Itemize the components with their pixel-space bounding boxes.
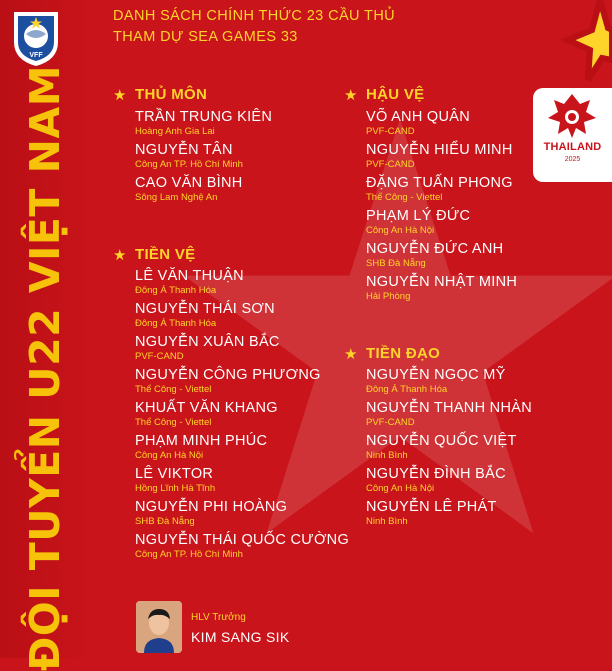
player-entry	[135, 175, 243, 203]
player-name: NGUYỄN LÊ PHÁT	[366, 499, 497, 515]
player-entry	[135, 433, 267, 461]
group-title-midfielders: ★ TIỀN VỆ	[113, 246, 196, 264]
player-name: NGUYỄN THÁI SƠN	[135, 301, 275, 317]
player-entry	[366, 400, 532, 428]
corner-star-decoration	[540, 0, 612, 95]
player-entry	[366, 109, 470, 137]
player-club: Thể Công - Viettel	[135, 384, 212, 395]
player-entry	[366, 367, 506, 395]
player-club: Hải Phòng	[366, 291, 411, 302]
player-name: NGUYỄN NHẬT MINH	[366, 274, 518, 290]
player-club: Hoàng Anh Gia Lai	[135, 126, 215, 137]
star-icon: ★	[344, 346, 358, 363]
player-club: PVF-CAND	[366, 126, 415, 137]
coach-photo	[136, 601, 182, 653]
player-entry	[135, 466, 215, 494]
player-entry	[366, 466, 506, 494]
header-title-line-2: THAM DỰ SEA GAMES 33	[113, 29, 298, 45]
coach-name: KIM SANG SIK	[191, 629, 290, 645]
sea-games-logo	[533, 88, 612, 182]
player-name: TRẦN TRUNG KIÊN	[135, 109, 273, 125]
player-club: Thể Công - Viettel	[366, 192, 443, 203]
player-club: Ninh Bình	[366, 516, 408, 527]
player-club: SHB Đà Nẵng	[366, 258, 426, 269]
sea-games-emblem-icon	[533, 88, 612, 144]
player-name: VÕ ANH QUÂN	[366, 109, 471, 125]
player-club: Đông Á Thanh Hóa	[366, 384, 448, 395]
player-name: ĐẶNG TUẤN PHONG	[366, 175, 513, 191]
player-entry	[135, 499, 287, 527]
player-entry	[366, 499, 497, 527]
sea-games-year: 2025	[564, 156, 581, 163]
player-name: LÊ VIKTOR	[135, 466, 214, 482]
player-entry	[135, 301, 275, 329]
group-title-forwards: ★ TIỀN ĐẠO	[344, 345, 441, 363]
player-club: Công An TP. Hồ Chí Minh	[135, 159, 243, 170]
player-name: PHẠM MINH PHÚC	[135, 433, 268, 449]
player-club: Công An TP. Hồ Chí Minh	[135, 549, 243, 560]
player-name: LÊ VĂN THUẬN	[135, 268, 244, 284]
player-entry	[366, 433, 517, 461]
player-club: Công An Hà Nội	[366, 225, 435, 236]
star-icon: ★	[113, 87, 127, 104]
player-entry	[366, 208, 470, 236]
player-name: NGUYỄN PHI HOÀNG	[135, 499, 288, 515]
player-name: NGUYỄN THÁI QUỐC CƯỜNG	[135, 532, 350, 548]
player-name: NGUYỄN XUÂN BẮC	[135, 334, 280, 350]
player-entry	[366, 142, 513, 170]
sea-games-label: THAILAND	[543, 141, 602, 153]
player-club: PVF-CAND	[366, 159, 415, 170]
player-name: NGUYỄN CÔNG PHƯƠNG	[135, 367, 321, 383]
player-name: NGUYỄN HIỂU MINH	[366, 142, 513, 158]
vff-logo	[10, 8, 62, 68]
player-entry	[366, 241, 503, 269]
player-entry	[135, 268, 244, 296]
player-entry	[135, 532, 349, 560]
player-club: Ninh Bình	[366, 450, 408, 461]
player-club: Công An Hà Nội	[366, 483, 435, 494]
player-name: CAO VĂN BÌNH	[135, 175, 243, 191]
player-name: PHẠM LÝ ĐỨC	[366, 208, 471, 224]
player-club: Công An Hà Nội	[135, 450, 204, 461]
player-entry	[366, 274, 517, 302]
player-entry	[135, 400, 278, 428]
player-club: Thể Công - Viettel	[135, 417, 212, 428]
player-name: KHUẤT VĂN KHANG	[135, 400, 278, 416]
player-entry	[135, 334, 280, 362]
player-club: SHB Đà Nẵng	[135, 516, 195, 527]
group-title-goalkeepers: ★ THỦ MÔN	[113, 86, 208, 104]
player-club: Sông Lam Nghệ An	[135, 192, 218, 203]
player-entry	[366, 175, 513, 203]
player-club: Đông Á Thanh Hóa	[135, 318, 217, 329]
coach-role: HLV Trưởng	[191, 612, 246, 623]
player-entry	[135, 109, 272, 137]
player-name: NGUYỄN ĐỨC ANH	[366, 241, 504, 257]
player-name: NGUYỄN THANH NHÀN	[366, 400, 532, 416]
player-club: Đông Á Thanh Hóa	[135, 285, 217, 296]
player-name: NGUYỄN NGỌC MỸ	[366, 367, 506, 383]
header-title-line-1: DANH SÁCH CHÍNH THỨC 23 CẦU THỦ	[113, 8, 396, 24]
player-name: NGUYỄN ĐÌNH BẮC	[366, 466, 506, 482]
group-title-defenders: ★ HẬU VỆ	[344, 86, 425, 104]
player-entry	[135, 142, 243, 170]
player-entry	[135, 367, 321, 395]
coach-portrait-icon	[136, 601, 182, 653]
vertical-team-title-text: ĐỘI TUYỂN U22 VIỆT NAM	[21, 65, 69, 671]
star-icon: ★	[344, 87, 358, 104]
player-name: NGUYỄN TÂN	[135, 142, 233, 158]
player-club: Hồng Lĩnh Hà Tĩnh	[135, 483, 216, 494]
player-club: PVF-CAND	[366, 417, 415, 428]
star-icon: ★	[113, 247, 127, 264]
vertical-team-title	[12, 65, 78, 671]
player-club: PVF-CAND	[135, 351, 184, 362]
vff-logo-text: VFF	[29, 52, 43, 59]
player-name: NGUYỄN QUỐC VIỆT	[366, 433, 517, 449]
